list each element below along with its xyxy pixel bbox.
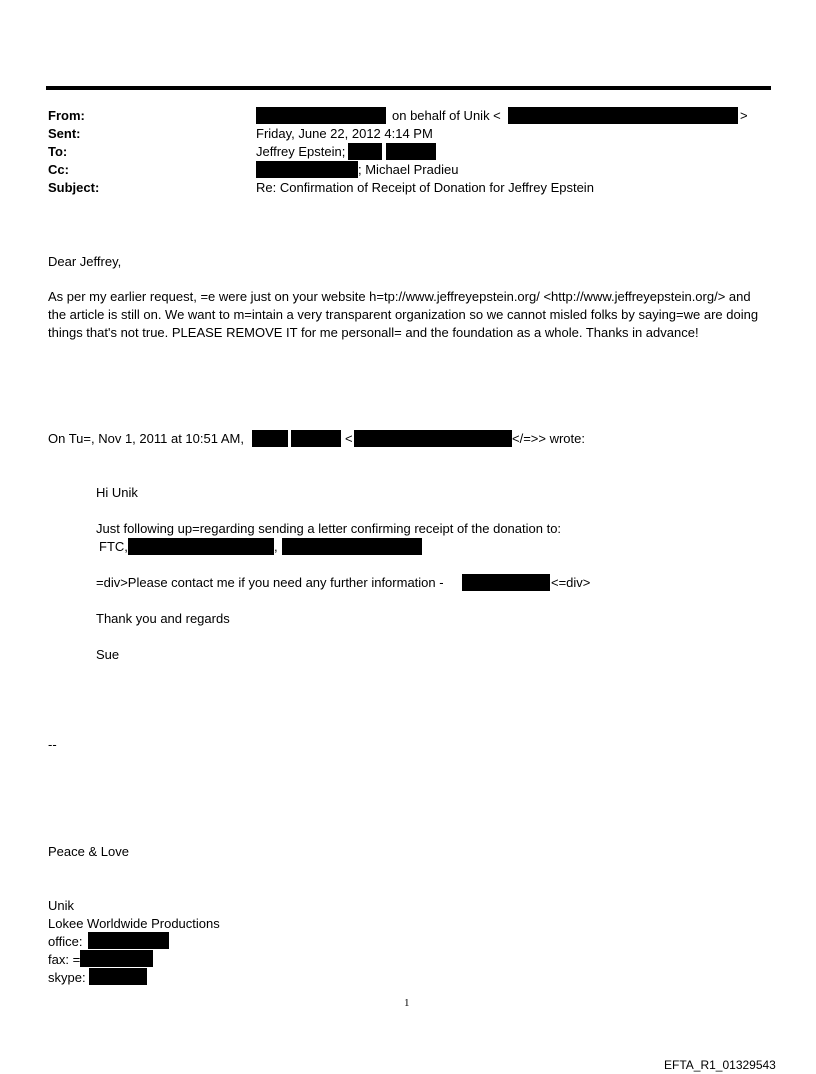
signature-name: Unik — [48, 898, 75, 913]
to-value: Jeffrey Epstein; — [256, 144, 346, 159]
redaction-cc — [256, 161, 358, 178]
redaction-fax — [80, 950, 153, 967]
redaction-office — [88, 932, 169, 949]
subject-label: Subject: — [48, 180, 100, 195]
quoted-followup: Just following up=regarding sending a letter confirming receipt of the donation to: — [96, 521, 562, 536]
quoted-sue: Sue — [96, 647, 120, 662]
quoted-ftc: FTC, — [99, 539, 128, 554]
cc-value: ; Michael Pradieu — [358, 162, 459, 177]
from-label: From: — [48, 108, 85, 123]
redaction-ftc-1 — [128, 538, 274, 555]
redaction-contact — [462, 574, 550, 591]
cc-label: Cc: — [48, 162, 69, 177]
quoted-hi: Hi Unik — [96, 485, 138, 500]
sent-label: Sent: — [48, 126, 81, 141]
redaction-skype — [89, 968, 147, 985]
redaction-quote-email — [354, 430, 512, 447]
quoted-comma: , — [274, 539, 278, 554]
page-number: 1 — [404, 997, 410, 1009]
signature-fax-label: fax: = — [48, 952, 81, 967]
quoted-thanks: Thank you and regards — [96, 611, 230, 626]
signature-office-label: office: — [48, 934, 83, 949]
quote-lt: < — [345, 431, 353, 446]
document-id: EFTA_R1_01329543 — [664, 1058, 776, 1072]
sent-value: Friday, June 22, 2012 4:14 PM — [256, 126, 433, 141]
redaction-quote-1 — [252, 430, 288, 447]
signature-skype-label: skype: — [48, 970, 86, 985]
signature-peace: Peace & Love — [48, 844, 129, 859]
body-paragraph: As per my earlier request, =e were just on your website h=tp://www.jeffreyepstein.org/ <http://www.jeffreyepstein.org/> and the article is still on. We want to m=intain a very transparent organization so we cannot misled folks by saying=we are doing things that's not true. PLEASE REMOVE IT for me personall= and the foundation as a whole. Thanks in advance! — [48, 289, 759, 340]
to-label: To: — [48, 144, 68, 159]
signature-company: Lokee Worldwide Productions — [48, 916, 220, 931]
quoted-contact-end: <=div> — [551, 575, 591, 590]
redaction-to-1 — [348, 143, 382, 160]
redaction-from-name — [256, 107, 386, 124]
from-end: > — [740, 108, 748, 123]
header-rule — [46, 86, 771, 90]
quoted-contact: =div>Please contact me if you need any further information - — [96, 575, 444, 590]
from-value: on behalf of Unik < — [392, 108, 501, 123]
redaction-ftc-2 — [282, 538, 422, 555]
redaction-quote-2 — [291, 430, 341, 447]
signature-dashes: -- — [48, 737, 57, 752]
greeting: Dear Jeffrey, — [48, 254, 122, 269]
subject-value: Re: Confirmation of Receipt of Donation for Jeffrey Epstein — [256, 180, 594, 195]
quote-suffix: </=>> wrote: — [512, 431, 585, 446]
redaction-from-email — [508, 107, 738, 124]
quote-prefix: On Tu=, Nov 1, 2011 at 10:51 AM, — [48, 431, 244, 446]
redaction-to-2 — [386, 143, 436, 160]
